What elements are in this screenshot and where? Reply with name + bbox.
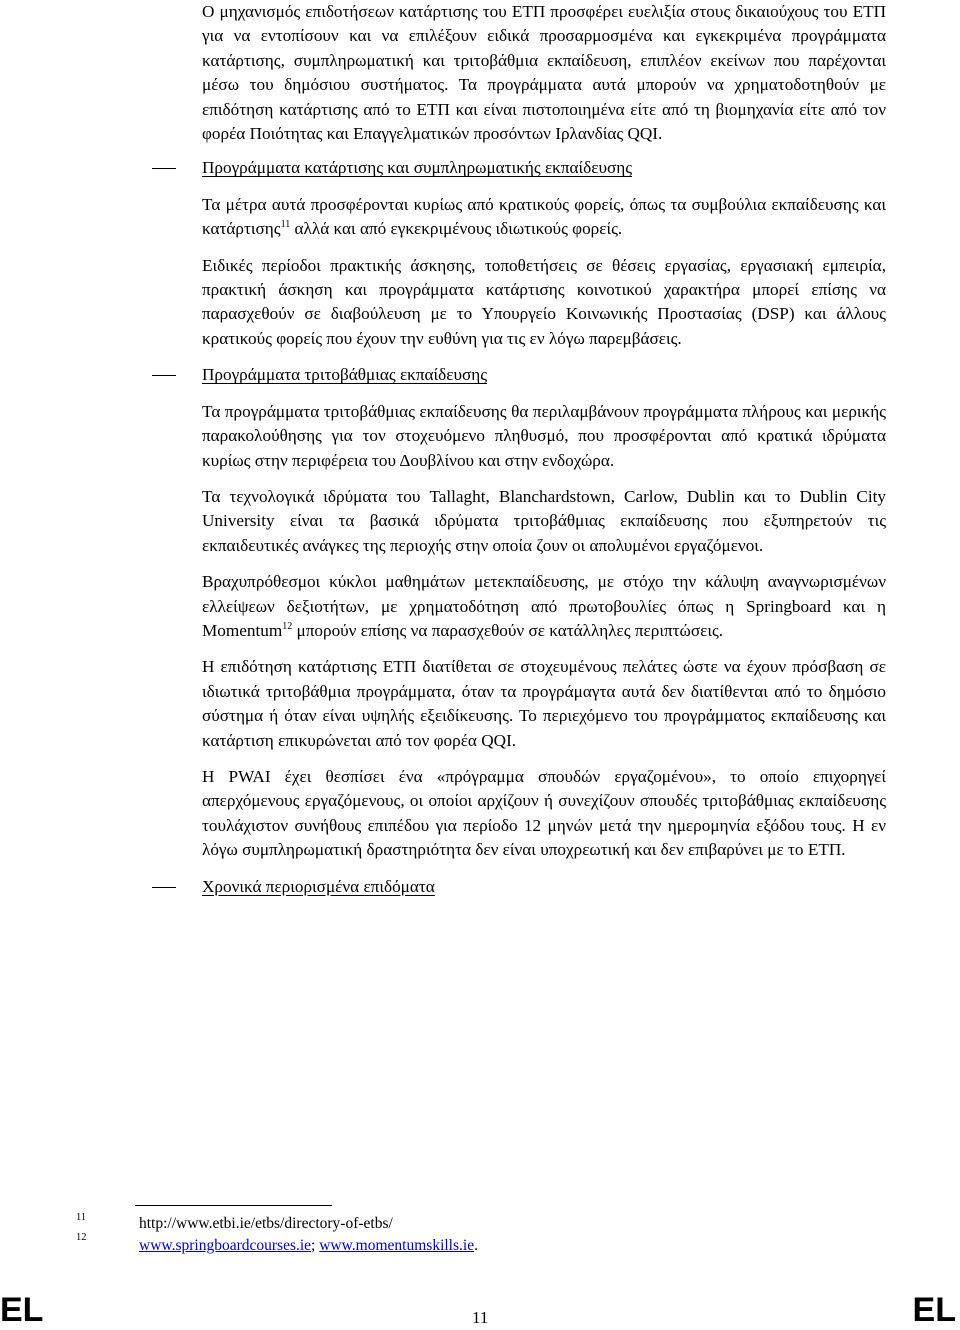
paragraph: Ειδικές περίοδοι πρακτικής άσκησης, τοποθετήσεις σε θέσεις εργασίας, εργασιακή εμπειρία, πρακτική άσκηση και προγράμματα κατάρτισης κοινοτικού χαρακτήρα μπορεί επίσης να παρασχεθούν σε διαβούλευση με το Υπουργείο Κοινωνικής Προστασίας (DSP) και άλλους κρατικούς φορείς που έχουν την ευθύνη για τις εν λόγω παρεμβάσεις. — [202, 255, 886, 348]
footnote-divider — [135, 1205, 332, 1206]
footnote-text-11: http://www.etbi.ie/etbs/directory-of-etbs/ — [139, 1215, 393, 1232]
section-allowances — [202, 875, 886, 899]
language-code-left: EL — [0, 1291, 44, 1329]
section-training — [202, 156, 886, 180]
intro-paragraph: Ο μηχανισμός επιδοτήσεων κατάρτισης του ΕΤΠ προσφέρει ευελιξία στους δικαιούχους του ΕΤΠ για να εντοπίσουν και να επιλέξουν ειδικά προσαρμοσμένα και εγκεκριμένα προγράμματα κατάρτισης, συμπληρωματική και τριτοβάθμια εκπαίδευση, επιπλέον εκείνων που παρέχονται μέσω του δημόσιου συστήματος. Τα προγράμματα αυτά μπορούν να χρηματοδοτηθούν με επιδότηση κατάρτισης από το ΕΤΠ και είναι πιστοποιημένα είτε από τη βιομηχανία είτε από τον φορέα Ποιότητας και Επαγγελματικών προσόντων Ιρλανδίας QQI. — [202, 2, 886, 144]
footnote-ref-11: 11 — [280, 219, 291, 231]
paragraph: Τα προγράμματα τριτοβάθμιας εκπαίδευσης θα περιλαμβάνουν προγράμματα πλήρους και μερικής παρακολούθησης για τον στοχευόμενο πληθυσμό, που προσφέρονται από κρατικά ιδρύματα κυρίως στην περιφέρεια του Δουβλίνου και στην ενδοχώρα. — [202, 401, 886, 470]
dash-bullet-icon — [152, 375, 176, 376]
paragraph: Η επιδότηση κατάρτισης ΕΤΠ διατίθεται σε στοχευμένους πελάτες ώστε να έχουν πρόσβαση σε ιδιωτικά τριτοβάθμια προγράμματα, όταν τα προγράμαγτα αυτά δεν διατίθενται από το δημόσιο σύστημα ή όταν είναι υψηλής εξειδίκευσης. Το περιεχόμενο του προγράμματος εκπαίδευσης και κατάρτιση επικυρώνεται από τον φορέα QQI. — [202, 657, 886, 750]
momentum-link[interactable]: www.momentumskills.ie — [319, 1237, 475, 1254]
section-heading: Προγράμματα τριτοβάθμιας εκπαίδευσης — [202, 365, 488, 385]
paragraph: Η PWAI έχει θεσπίσει ένα «πρόγραμμα σπουδών εργαζομένου», το οποίο επιχορηγεί απερχόμενους εργαζόμενους, οι οποίοι αρχίζουν ή συνεχίζουν σπουδές τριτοβάθμιας εκπαίδευσης τουλάχιστον συνήθους επιπέδου για περίοδο 12 μηνών μετά την ημερομηνία εξόδου τους. Η εν λόγω συμπληρωματική δραστηριότητα δεν είναι υποχρεωτική και δεν επιβαρύνει με το ΕΤΠ. — [202, 766, 886, 860]
footnote-text-12: www.springboardcourses.ie; www.momentumskills.ie. — [139, 1237, 478, 1254]
page-number: 11 — [472, 1308, 489, 1327]
paragraph: Τα τεχνολογικά ιδρύματα του Tallaght, Blanchardstown, Carlow, Dublin και το Dublin City University είναι τα βασικά ιδρύματα τριτοβάθμιας εκπαίδευσης που εξυπηρετούν τις εκπαιδευτικές ανάγκες της περιοχής στην οποία ζουν οι απολυμένοι εργαζόμενοι. — [202, 486, 886, 555]
dash-bullet-icon — [152, 887, 176, 888]
document-body — [202, 0, 886, 899]
dash-bullet-icon — [152, 168, 176, 169]
section-tertiary — [202, 363, 886, 387]
section-heading: Προγράμματα κατάρτισης και συμπληρωματικής εκπαίδευσης — [202, 158, 633, 178]
footnote-number-12: 12 — [76, 1232, 87, 1243]
section-heading: Χρονικά περιορισμένα επιδόματα — [202, 876, 435, 896]
footnote-ref-12: 12 — [282, 620, 293, 632]
paragraph: Τα μέτρα αυτά προσφέρονται κυρίως από κρατικούς φορείς, όπως τα συμβούλια εκπαίδευσης και κατάρτισης$^{11}$ αλλά και από εγκεκριμένους ιδιωτικούς φορείς. — [202, 194, 886, 239]
springboard-link[interactable]: www.springboardcourses.ie — [139, 1237, 312, 1254]
paragraph: Βραχυπρόθεσμοι κύκλοι μαθημάτων μετεκπαίδευσης, με στόχο την κάλυψη αναγνωρισμένων ελλείψεων δεξιοτήτων, με χρηματοδότηση από πρωτοβουλίες όπως η Springboard και η Momentum$^{12}$ μπορούν επίσης να παρασχεθούν σε κατάλληλες περιπτώσεις. — [202, 572, 886, 640]
language-code-right: EL — [912, 1291, 956, 1329]
footnote-number-11: 11 — [76, 1212, 87, 1223]
